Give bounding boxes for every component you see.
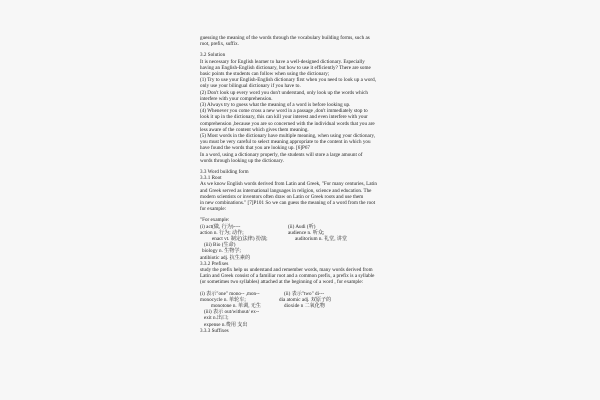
example-action: action n. 行为; 动作; [200, 229, 244, 236]
example-antibiotic: antibiotic adj. 抗生素的 [200, 254, 251, 261]
root-audi-label: (ii) Audi (听) [288, 223, 316, 230]
solution-line: comprehension ,because you are so concerned with the individual words that you are [200, 120, 375, 127]
root-line: in new combinations." [7]P101 So we can guess the meaning of a word from the root [200, 200, 376, 207]
solution-line: words through looking up the dictionary. [200, 157, 284, 164]
intro-line: guessing the meaning of the words through the vocabulary building forms, such as [200, 35, 370, 41]
root-bio-label: (iii) Bio (生命) [204, 242, 236, 249]
solution-line: basic points the students can follow when using the dictionary; [200, 71, 330, 78]
example-auditorium: auditorium n. 礼堂, 讲堂 [295, 236, 348, 243]
example-monocycle: monocycle n. 单轮车; [200, 296, 246, 303]
solution-line: (4) Whenever you come cross a new word in a passage ,don't immediately stop to [200, 108, 368, 115]
example-biology: biology n. 生物学; [202, 248, 241, 255]
solution-line: It is necessary for English learner to have a well-designed dictionary. Especially [200, 58, 365, 65]
example-diatomic: dia atomic adj. 双原子的 [279, 296, 332, 303]
solution-line: have found the words that you are looking up. [6]P67 [200, 145, 310, 152]
root-line: modern scientists or inventors often draw on Latin or Greek roots and use them [200, 193, 364, 200]
prefix-line: (or sometimes two syllables) attached at the beginning of a word , for example: [200, 279, 364, 286]
document-body [200, 35, 405, 334]
example-exit: exit n.出口; [204, 315, 229, 322]
example-audience: audience n. 听众; [288, 229, 325, 236]
prefix-without-label: (iii) 表示 out/without/ ex-- [204, 309, 260, 316]
solution-line: you must be very careful to select meaning appropriate to the content in which you [200, 139, 371, 146]
example-expense: expense n.费用 支出 [204, 321, 248, 328]
prefix-one-label: (i) 表示"one" mono-- ,mon-- [200, 290, 260, 297]
root-line: and Greek served as international languages in religion, science and education. The [200, 187, 372, 194]
solution-line: only use your bilingual dictionary if you have to. [200, 83, 301, 90]
prefix-two-label: (ii) 表示"two" di--- [284, 290, 325, 297]
example-row [200, 236, 405, 242]
solution-line: having an English-English dictionary, but how to use it efficiently? There are some [200, 64, 371, 71]
prefix-line: Latin and Greek consist of a familiar root and a common prefix, a prefix is a syllable [200, 273, 375, 280]
example-row [200, 303, 405, 309]
solution-line: interfere with your comprehension. [200, 95, 273, 102]
root-act-label: (i) act(做, 行为)---- [200, 223, 241, 230]
root-heading: 3.3.1 Root [200, 175, 222, 182]
suffix-heading: 3.3.3 Suffixes [200, 327, 229, 334]
solution-line: less aware of the content which gives them meaning. [200, 126, 309, 133]
for-example-label: "For example: [200, 217, 230, 224]
solution-line: In a word, using a dictionary properly, the students will store a large amount of [200, 151, 363, 158]
example-enact: enact vt. 制定(法律) 扮演; [212, 236, 268, 243]
root-line: As we know English words derived from Latin and Greek, "For many centuries, Latin [200, 181, 377, 188]
example-dioxide: dioxide n 二氧化物 [284, 303, 326, 310]
word-building-heading: 3.3 Word building form [200, 169, 249, 176]
root-line: for example: [200, 206, 227, 213]
solution-line: (3) Always try to guess what the meaning of a word is before looking up. [200, 102, 351, 109]
solution-line: (1) Try to use your English-English dictionary first when you need to look up a word, [200, 77, 376, 84]
prefix-line: study the prefix help us understand and remember words, many words derived from [200, 267, 373, 274]
example-monotone: monotone n. 单调, 无生 [211, 303, 262, 310]
prefix-heading: 3.3.2 Prefixes [200, 260, 229, 267]
solution-line: look it up in the dictionary, this can kill your interest and even interfere with your [200, 114, 368, 121]
solution-line: (5) Most words in the dictionary have multiple meaning, when using your dictionary, [200, 133, 376, 140]
solution-heading: 3.2 Solution [200, 52, 226, 59]
solution-line: (2) Don't look up every word you don't understand, only look up the words which [200, 89, 368, 96]
intro-line: root, prefix, suffix. [200, 41, 239, 48]
